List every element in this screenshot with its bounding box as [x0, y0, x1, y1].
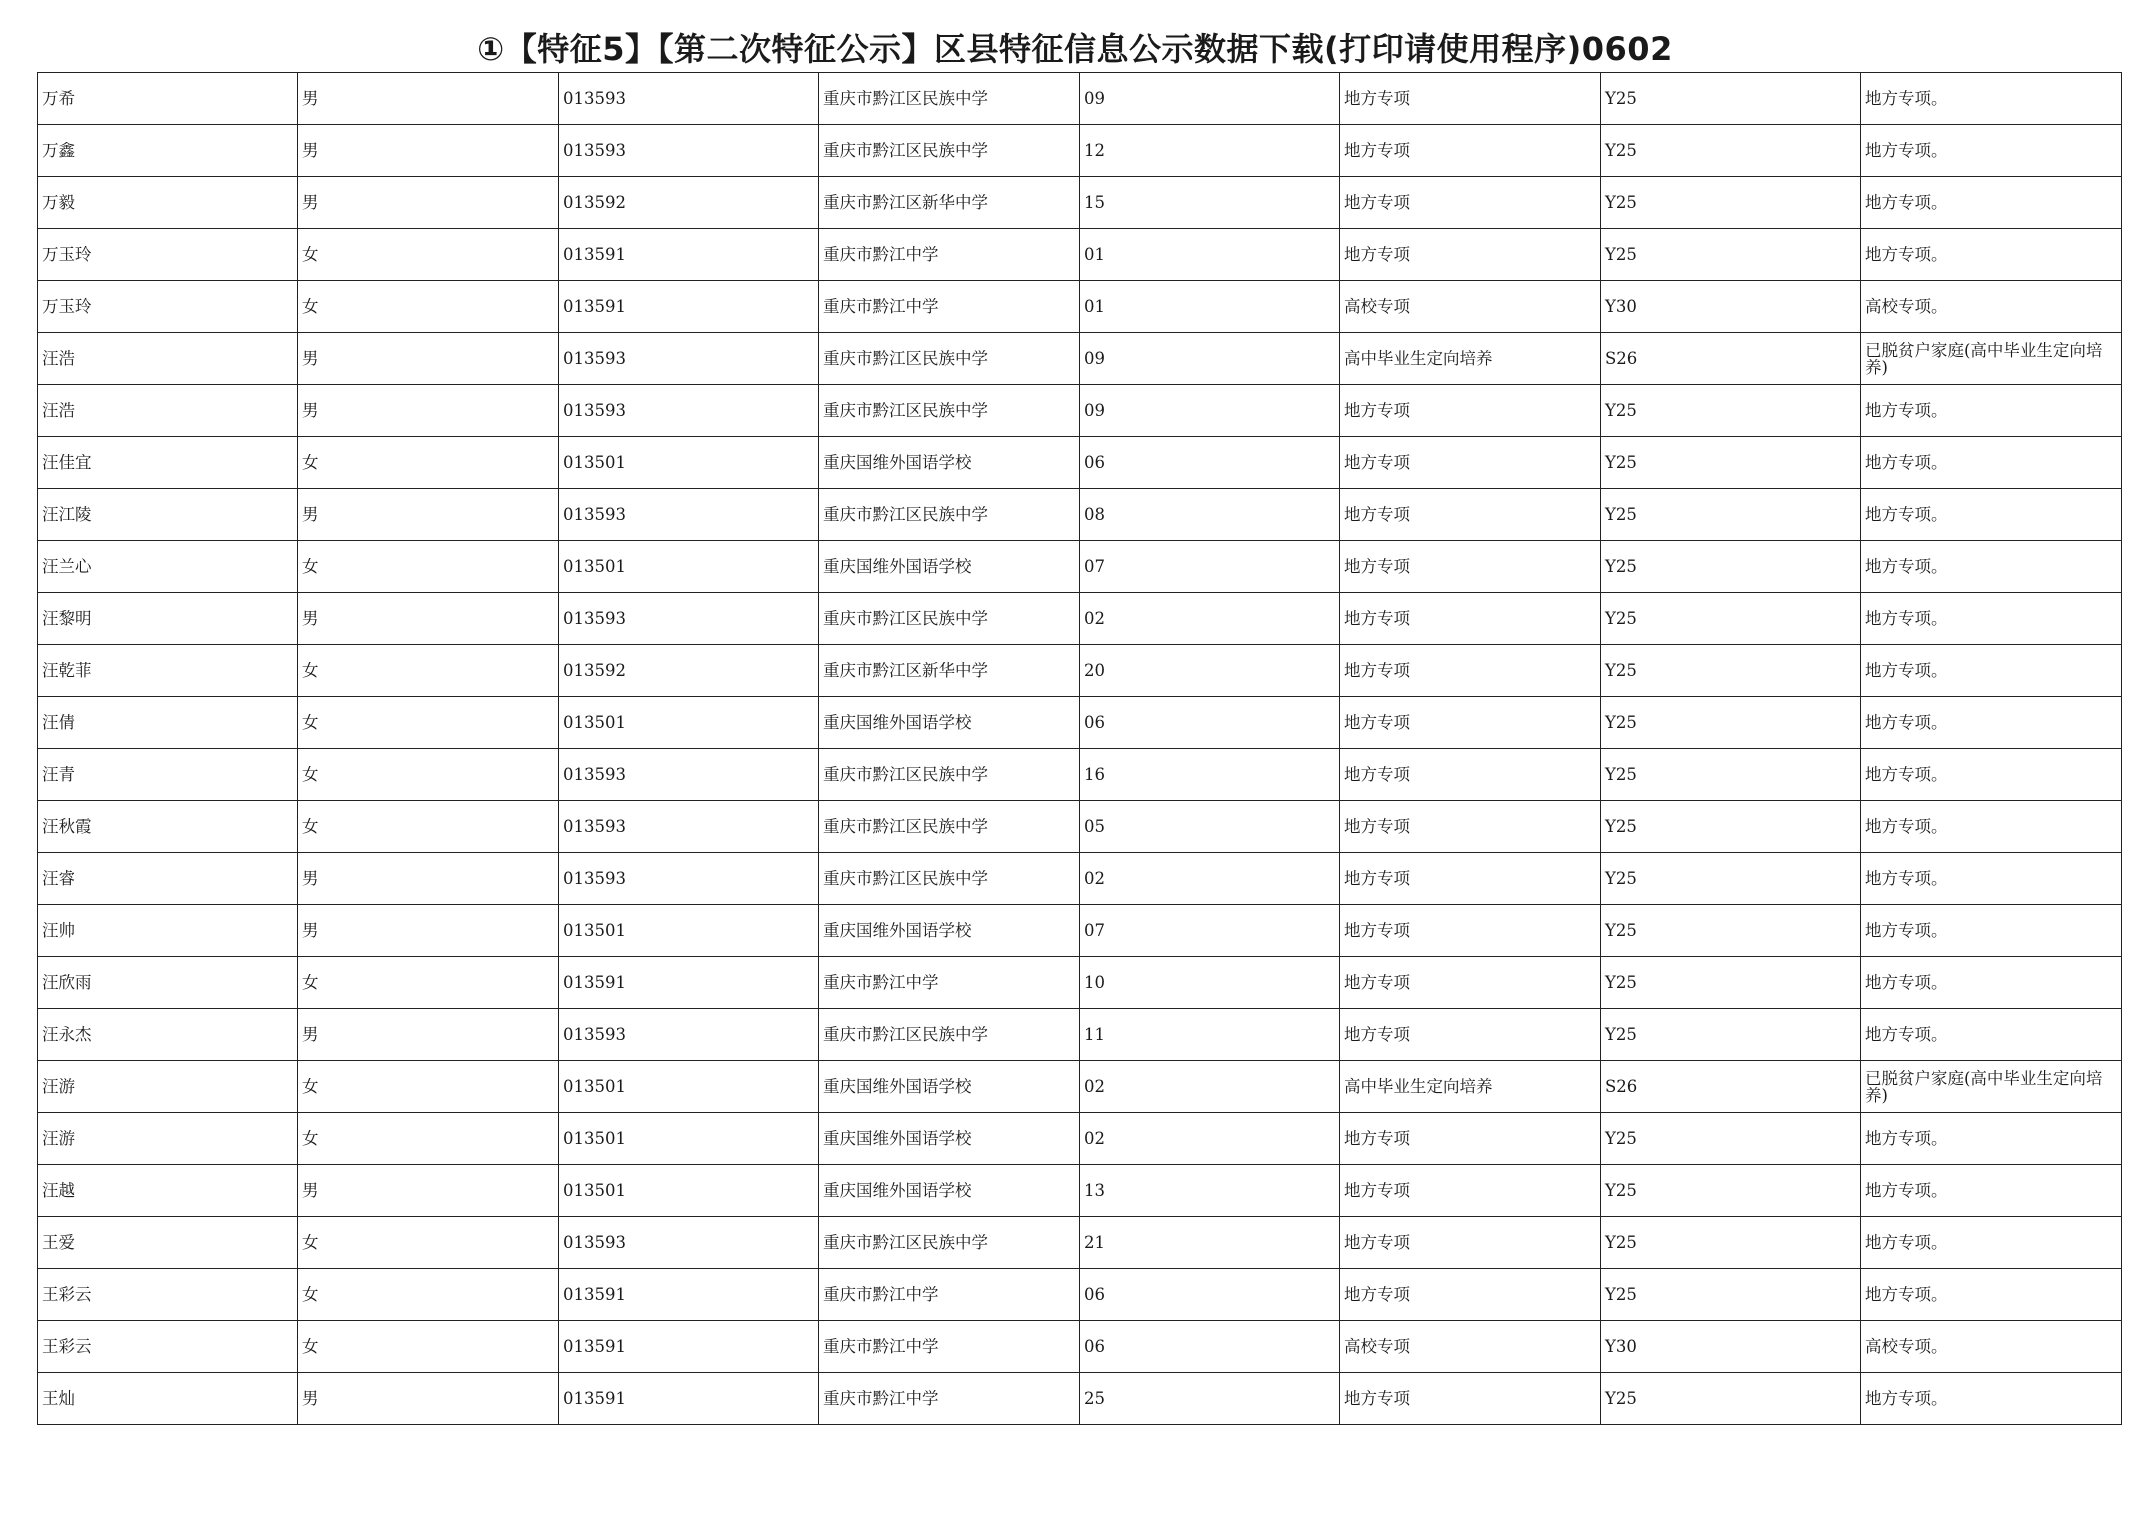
name-cell: 王爱: [38, 1217, 298, 1269]
category-cell: 地方专项: [1340, 593, 1601, 645]
gender-cell: 女: [298, 1113, 559, 1165]
school-name-cell: 重庆国维外国语学校: [819, 1113, 1080, 1165]
class-cell: 01: [1080, 229, 1340, 281]
class-cell: 05: [1080, 801, 1340, 853]
table-row: [38, 125, 2122, 177]
category-cell: 地方专项: [1340, 801, 1601, 853]
class-cell: 01: [1080, 281, 1340, 333]
code-cell: Y25: [1601, 801, 1861, 853]
remark-cell: 地方专项。: [1861, 1373, 2122, 1425]
table-row: [38, 73, 2122, 125]
remark-cell: 已脱贫户家庭(高中毕业生定向培养): [1861, 333, 2122, 385]
remark-cell: 地方专项。: [1861, 1009, 2122, 1061]
school-code-cell: 013593: [559, 489, 819, 541]
remark-cell: 地方专项。: [1861, 73, 2122, 125]
table-row: [38, 853, 2122, 905]
class-cell: 09: [1080, 385, 1340, 437]
table-row: [38, 541, 2122, 593]
school-name-cell: 重庆国维外国语学校: [819, 905, 1080, 957]
school-code-cell: 013591: [559, 1269, 819, 1321]
school-code-cell: 013593: [559, 1217, 819, 1269]
name-cell: 汪睿: [38, 853, 298, 905]
code-cell: Y25: [1601, 593, 1861, 645]
school-name-cell: 重庆市黔江区民族中学: [819, 333, 1080, 385]
gender-cell: 男: [298, 853, 559, 905]
category-cell: 高中毕业生定向培养: [1340, 333, 1601, 385]
code-cell: Y30: [1601, 1321, 1861, 1373]
school-name-cell: 重庆国维外国语学校: [819, 1061, 1080, 1113]
remark-cell: 高校专项。: [1861, 281, 2122, 333]
code-cell: Y25: [1601, 1113, 1861, 1165]
table-row: [38, 333, 2122, 385]
class-cell: 02: [1080, 1061, 1340, 1113]
gender-cell: 男: [298, 1165, 559, 1217]
class-cell: 16: [1080, 749, 1340, 801]
school-code-cell: 013501: [559, 541, 819, 593]
name-cell: 汪佳宜: [38, 437, 298, 489]
school-name-cell: 重庆市黔江区民族中学: [819, 1009, 1080, 1061]
code-cell: Y25: [1601, 541, 1861, 593]
name-cell: 汪浩: [38, 333, 298, 385]
school-name-cell: 重庆市黔江区新华中学: [819, 177, 1080, 229]
gender-cell: 男: [298, 385, 559, 437]
table-row: [38, 957, 2122, 1009]
table-row: [38, 749, 2122, 801]
category-cell: 高校专项: [1340, 281, 1601, 333]
code-cell: Y25: [1601, 489, 1861, 541]
table-row: [38, 1113, 2122, 1165]
name-cell: 汪游: [38, 1113, 298, 1165]
code-cell: Y25: [1601, 177, 1861, 229]
table-row: [38, 385, 2122, 437]
table-row: [38, 1217, 2122, 1269]
table-row: [38, 1165, 2122, 1217]
school-name-cell: 重庆国维外国语学校: [819, 1165, 1080, 1217]
name-cell: 汪永杰: [38, 1009, 298, 1061]
school-name-cell: 重庆市黔江中学: [819, 1269, 1080, 1321]
category-cell: 地方专项: [1340, 853, 1601, 905]
gender-cell: 女: [298, 229, 559, 281]
category-cell: 地方专项: [1340, 749, 1601, 801]
table-row: [38, 177, 2122, 229]
school-code-cell: 013593: [559, 853, 819, 905]
class-cell: 02: [1080, 593, 1340, 645]
category-cell: 地方专项: [1340, 645, 1601, 697]
code-cell: Y25: [1601, 1165, 1861, 1217]
table-row: [38, 1061, 2122, 1113]
gender-cell: 女: [298, 957, 559, 1009]
table-row: [38, 697, 2122, 749]
school-code-cell: 013593: [559, 73, 819, 125]
remark-cell: 地方专项。: [1861, 385, 2122, 437]
class-cell: 07: [1080, 905, 1340, 957]
name-cell: 万玉玲: [38, 229, 298, 281]
school-code-cell: 013593: [559, 1009, 819, 1061]
school-name-cell: 重庆市黔江区民族中学: [819, 593, 1080, 645]
name-cell: 汪倩: [38, 697, 298, 749]
category-cell: 地方专项: [1340, 697, 1601, 749]
category-cell: 地方专项: [1340, 489, 1601, 541]
table-body: [38, 73, 2122, 1425]
table-row: [38, 1269, 2122, 1321]
school-name-cell: 重庆市黔江区民族中学: [819, 73, 1080, 125]
school-code-cell: 013591: [559, 1321, 819, 1373]
school-code-cell: 013501: [559, 905, 819, 957]
remark-cell: 地方专项。: [1861, 697, 2122, 749]
name-cell: 万玉玲: [38, 281, 298, 333]
code-cell: Y25: [1601, 1009, 1861, 1061]
category-cell: 地方专项: [1340, 1113, 1601, 1165]
school-name-cell: 重庆市黔江区新华中学: [819, 645, 1080, 697]
remark-cell: 地方专项。: [1861, 593, 2122, 645]
school-code-cell: 013501: [559, 1113, 819, 1165]
remark-cell: 地方专项。: [1861, 489, 2122, 541]
school-name-cell: 重庆市黔江中学: [819, 957, 1080, 1009]
table-row: [38, 905, 2122, 957]
table-row: [38, 801, 2122, 853]
category-cell: 地方专项: [1340, 437, 1601, 489]
class-cell: 02: [1080, 853, 1340, 905]
gender-cell: 男: [298, 125, 559, 177]
name-cell: 汪帅: [38, 905, 298, 957]
remark-cell: 已脱贫户家庭(高中毕业生定向培养): [1861, 1061, 2122, 1113]
table-row: [38, 1321, 2122, 1373]
school-name-cell: 重庆国维外国语学校: [819, 437, 1080, 489]
school-code-cell: 013593: [559, 333, 819, 385]
gender-cell: 男: [298, 1373, 559, 1425]
school-name-cell: 重庆市黔江区民族中学: [819, 1217, 1080, 1269]
class-cell: 11: [1080, 1009, 1340, 1061]
category-cell: 地方专项: [1340, 1269, 1601, 1321]
school-code-cell: 013501: [559, 1165, 819, 1217]
school-name-cell: 重庆市黔江中学: [819, 229, 1080, 281]
gender-cell: 女: [298, 801, 559, 853]
gender-cell: 女: [298, 1321, 559, 1373]
school-code-cell: 013593: [559, 125, 819, 177]
school-name-cell: 重庆市黔江区民族中学: [819, 385, 1080, 437]
remark-cell: 地方专项。: [1861, 749, 2122, 801]
school-code-cell: 013593: [559, 593, 819, 645]
remark-cell: 地方专项。: [1861, 905, 2122, 957]
category-cell: 地方专项: [1340, 1165, 1601, 1217]
school-name-cell: 重庆市黔江区民族中学: [819, 489, 1080, 541]
document-title: ①【特征5】【第二次特征公示】区县特征信息公示数据下载(打印请使用程序)0602: [477, 30, 1673, 68]
school-name-cell: 重庆市黔江区民族中学: [819, 801, 1080, 853]
code-cell: Y25: [1601, 853, 1861, 905]
school-code-cell: 013591: [559, 957, 819, 1009]
class-cell: 25: [1080, 1373, 1340, 1425]
class-cell: 08: [1080, 489, 1340, 541]
category-cell: 地方专项: [1340, 385, 1601, 437]
class-cell: 06: [1080, 437, 1340, 489]
school-code-cell: 013592: [559, 177, 819, 229]
gender-cell: 男: [298, 73, 559, 125]
gender-cell: 女: [298, 1217, 559, 1269]
code-cell: Y25: [1601, 905, 1861, 957]
gender-cell: 女: [298, 749, 559, 801]
school-code-cell: 013593: [559, 385, 819, 437]
name-cell: 汪欣雨: [38, 957, 298, 1009]
remark-cell: 地方专项。: [1861, 1269, 2122, 1321]
remark-cell: 地方专项。: [1861, 645, 2122, 697]
code-cell: Y25: [1601, 697, 1861, 749]
name-cell: 汪青: [38, 749, 298, 801]
code-cell: Y25: [1601, 1217, 1861, 1269]
table-row: [38, 593, 2122, 645]
remark-cell: 地方专项。: [1861, 177, 2122, 229]
remark-cell: 地方专项。: [1861, 1113, 2122, 1165]
school-code-cell: 013591: [559, 1373, 819, 1425]
school-name-cell: 重庆市黔江区民族中学: [819, 749, 1080, 801]
code-cell: Y25: [1601, 125, 1861, 177]
school-name-cell: 重庆市黔江中学: [819, 281, 1080, 333]
table-row: [38, 489, 2122, 541]
school-code-cell: 013501: [559, 1061, 819, 1113]
remark-cell: 地方专项。: [1861, 541, 2122, 593]
class-cell: 10: [1080, 957, 1340, 1009]
gender-cell: 女: [298, 281, 559, 333]
category-cell: 地方专项: [1340, 905, 1601, 957]
remark-cell: 地方专项。: [1861, 801, 2122, 853]
category-cell: 地方专项: [1340, 1217, 1601, 1269]
school-name-cell: 重庆市黔江区民族中学: [819, 853, 1080, 905]
remark-cell: 地方专项。: [1861, 125, 2122, 177]
remark-cell: 地方专项。: [1861, 229, 2122, 281]
class-cell: 02: [1080, 1113, 1340, 1165]
remark-cell: 地方专项。: [1861, 957, 2122, 1009]
gender-cell: 男: [298, 593, 559, 645]
table-row: [38, 437, 2122, 489]
code-cell: Y25: [1601, 229, 1861, 281]
school-name-cell: 重庆市黔江区民族中学: [819, 125, 1080, 177]
code-cell: Y25: [1601, 957, 1861, 1009]
remark-cell: 地方专项。: [1861, 1165, 2122, 1217]
school-code-cell: 013593: [559, 749, 819, 801]
name-cell: 王彩云: [38, 1269, 298, 1321]
code-cell: Y25: [1601, 1269, 1861, 1321]
class-cell: 13: [1080, 1165, 1340, 1217]
gender-cell: 女: [298, 437, 559, 489]
school-name-cell: 重庆市黔江中学: [819, 1321, 1080, 1373]
code-cell: S26: [1601, 333, 1861, 385]
name-cell: 汪秋霞: [38, 801, 298, 853]
remark-cell: 高校专项。: [1861, 1321, 2122, 1373]
name-cell: 万鑫: [38, 125, 298, 177]
class-cell: 09: [1080, 333, 1340, 385]
class-cell: 15: [1080, 177, 1340, 229]
gender-cell: 男: [298, 1009, 559, 1061]
category-cell: 地方专项: [1340, 125, 1601, 177]
class-cell: 12: [1080, 125, 1340, 177]
code-cell: Y25: [1601, 1373, 1861, 1425]
class-cell: 21: [1080, 1217, 1340, 1269]
table-row: [38, 229, 2122, 281]
school-code-cell: 013501: [559, 437, 819, 489]
class-cell: 20: [1080, 645, 1340, 697]
code-cell: Y30: [1601, 281, 1861, 333]
school-code-cell: 013591: [559, 281, 819, 333]
code-cell: Y25: [1601, 749, 1861, 801]
gender-cell: 男: [298, 905, 559, 957]
category-cell: 地方专项: [1340, 73, 1601, 125]
school-code-cell: 013501: [559, 697, 819, 749]
name-cell: 汪黎明: [38, 593, 298, 645]
remark-cell: 地方专项。: [1861, 437, 2122, 489]
school-name-cell: 重庆国维外国语学校: [819, 541, 1080, 593]
remark-cell: 地方专项。: [1861, 1217, 2122, 1269]
data-table: [37, 72, 2122, 1425]
code-cell: S26: [1601, 1061, 1861, 1113]
class-cell: 09: [1080, 73, 1340, 125]
gender-cell: 女: [298, 645, 559, 697]
name-cell: 汪浩: [38, 385, 298, 437]
code-cell: Y25: [1601, 645, 1861, 697]
gender-cell: 男: [298, 333, 559, 385]
table-row: [38, 1009, 2122, 1061]
category-cell: 地方专项: [1340, 1009, 1601, 1061]
gender-cell: 女: [298, 1269, 559, 1321]
category-cell: 地方专项: [1340, 1373, 1601, 1425]
code-cell: Y25: [1601, 385, 1861, 437]
remark-cell: 地方专项。: [1861, 853, 2122, 905]
school-name-cell: 重庆市黔江中学: [819, 1373, 1080, 1425]
gender-cell: 女: [298, 1061, 559, 1113]
gender-cell: 女: [298, 697, 559, 749]
category-cell: 地方专项: [1340, 177, 1601, 229]
category-cell: 高校专项: [1340, 1321, 1601, 1373]
school-code-cell: 013591: [559, 229, 819, 281]
code-cell: Y25: [1601, 73, 1861, 125]
category-cell: 地方专项: [1340, 541, 1601, 593]
category-cell: 高中毕业生定向培养: [1340, 1061, 1601, 1113]
name-cell: 王灿: [38, 1373, 298, 1425]
gender-cell: 男: [298, 489, 559, 541]
class-cell: 06: [1080, 1269, 1340, 1321]
name-cell: 汪兰心: [38, 541, 298, 593]
name-cell: 万毅: [38, 177, 298, 229]
school-code-cell: 013592: [559, 645, 819, 697]
name-cell: 汪乾菲: [38, 645, 298, 697]
class-cell: 06: [1080, 1321, 1340, 1373]
name-cell: 汪游: [38, 1061, 298, 1113]
gender-cell: 男: [298, 177, 559, 229]
name-cell: 王彩云: [38, 1321, 298, 1373]
school-name-cell: 重庆国维外国语学校: [819, 697, 1080, 749]
gender-cell: 女: [298, 541, 559, 593]
category-cell: 地方专项: [1340, 957, 1601, 1009]
name-cell: 汪越: [38, 1165, 298, 1217]
name-cell: 汪江陵: [38, 489, 298, 541]
table-row: [38, 281, 2122, 333]
code-cell: Y25: [1601, 437, 1861, 489]
table-row: [38, 645, 2122, 697]
name-cell: 万希: [38, 73, 298, 125]
class-cell: 06: [1080, 697, 1340, 749]
school-code-cell: 013593: [559, 801, 819, 853]
category-cell: 地方专项: [1340, 229, 1601, 281]
class-cell: 07: [1080, 541, 1340, 593]
table-row: [38, 1373, 2122, 1425]
